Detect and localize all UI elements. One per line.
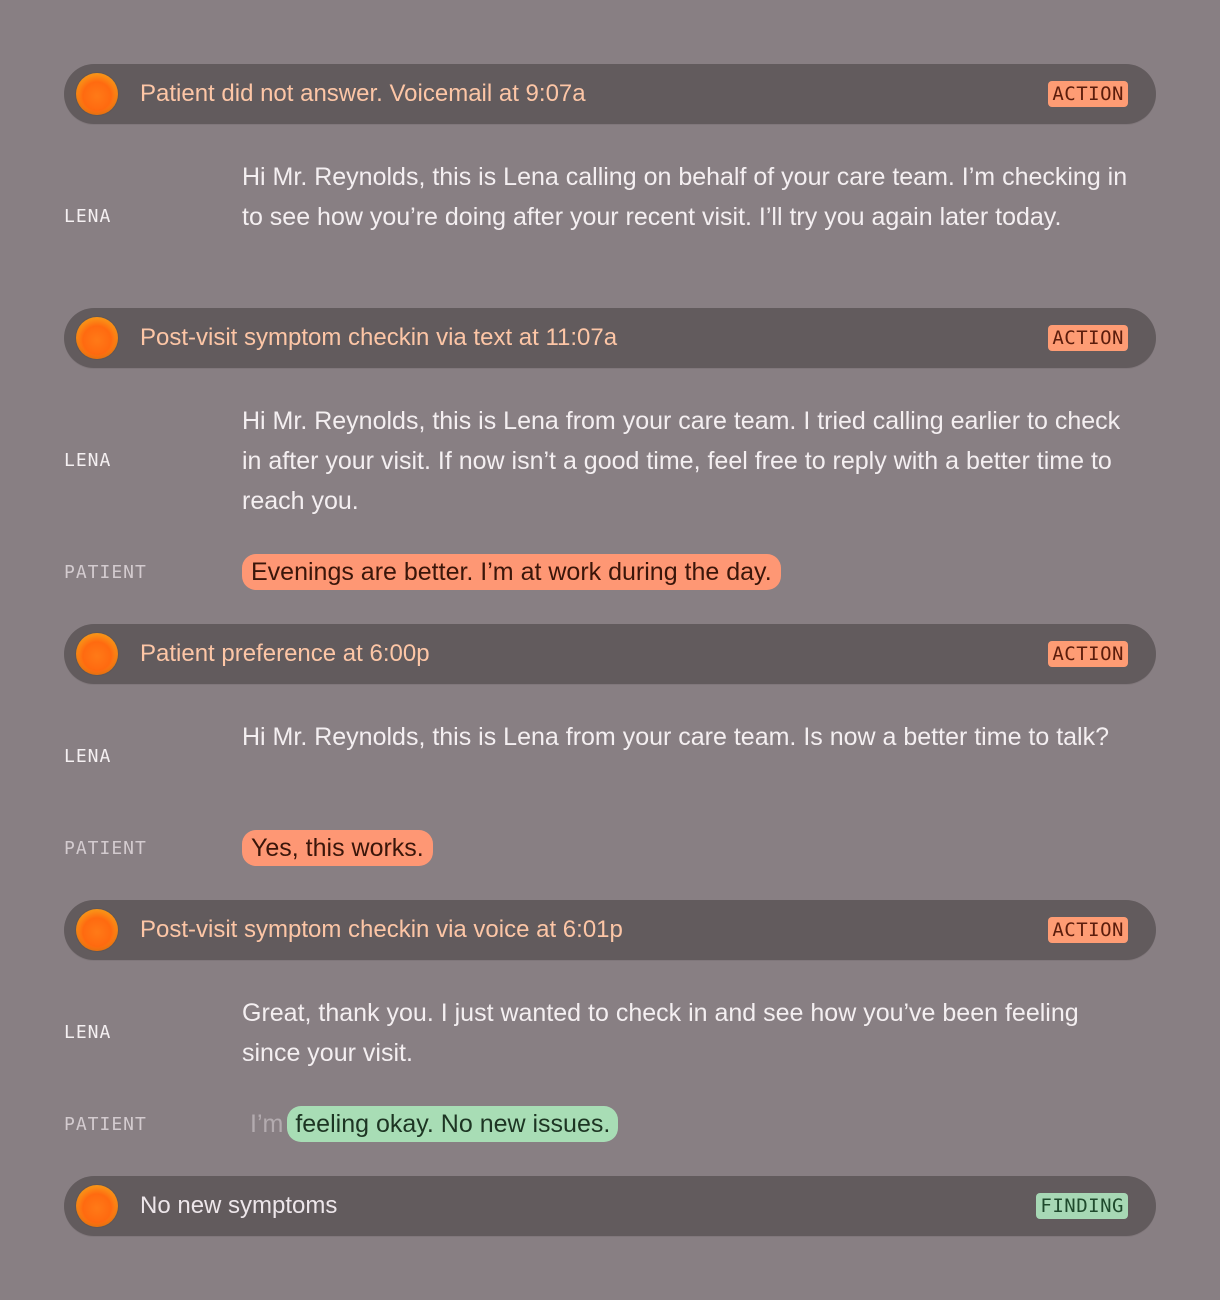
finding-tag: FINDING: [1036, 1193, 1128, 1219]
event-text: Patient did not answer. Voicemail at 9:07a: [140, 80, 586, 107]
event-patient-preference[interactable]: [64, 624, 1156, 684]
orange-orb-icon: [76, 633, 118, 675]
event-voice-checkin[interactable]: [64, 900, 1156, 960]
orange-orb-icon: [76, 909, 118, 951]
speaker-label: PATIENT: [64, 838, 147, 859]
speaker-label: LENA: [64, 450, 112, 471]
patient-reply: Yes, this works.: [242, 830, 433, 866]
patient-reply: [250, 1106, 618, 1142]
lena-message: Great, thank you. I just wanted to check in and see how you’ve been feeling since your visit.: [242, 999, 1079, 1067]
event-text: No new symptoms: [140, 1192, 338, 1219]
speaker-label: LENA: [64, 1022, 112, 1043]
event-text: Patient preference at 6:00p: [140, 640, 430, 667]
speaker-label: PATIENT: [64, 1114, 147, 1135]
action-tag: ACTION: [1048, 81, 1128, 107]
event-text: Post-visit symptom checkin via voice at 6:01p: [140, 916, 623, 943]
reply-highlight: feeling okay. No new issues.: [287, 1106, 618, 1142]
event-text-checkin[interactable]: [64, 308, 1156, 368]
speaker-label: LENA: [64, 206, 112, 227]
patient-reply: Evenings are better. I’m at work during the day.: [242, 554, 781, 590]
event-voicemail[interactable]: [64, 64, 1156, 124]
action-tag: ACTION: [1048, 325, 1128, 351]
lena-message: Hi Mr. Reynolds, this is Lena from your care team. Is now a better time to talk?: [242, 723, 1110, 751]
lena-message: Hi Mr. Reynolds, this is Lena from your care team. I tried calling earlier to check in after your visit. If now isn’t a good time, feel free to reply with a better time to reach you.: [242, 407, 1121, 515]
action-tag: ACTION: [1048, 917, 1128, 943]
speaker-label: LENA: [64, 746, 112, 767]
event-finding[interactable]: [64, 1176, 1156, 1236]
orange-orb-icon: [76, 1185, 118, 1227]
event-text: Post-visit symptom checkin via text at 11:07a: [140, 324, 618, 351]
lena-message: Hi Mr. Reynolds, this is Lena calling on behalf of your care team. I’m checking in to see how you’re doing after your recent visit. I’ll try you again later today.: [242, 163, 1128, 231]
action-tag: ACTION: [1048, 641, 1128, 667]
orange-orb-icon: [76, 73, 118, 115]
orange-orb-icon: [76, 317, 118, 359]
speaker-label: PATIENT: [64, 562, 147, 583]
reply-prefix: I’m: [250, 1110, 284, 1138]
